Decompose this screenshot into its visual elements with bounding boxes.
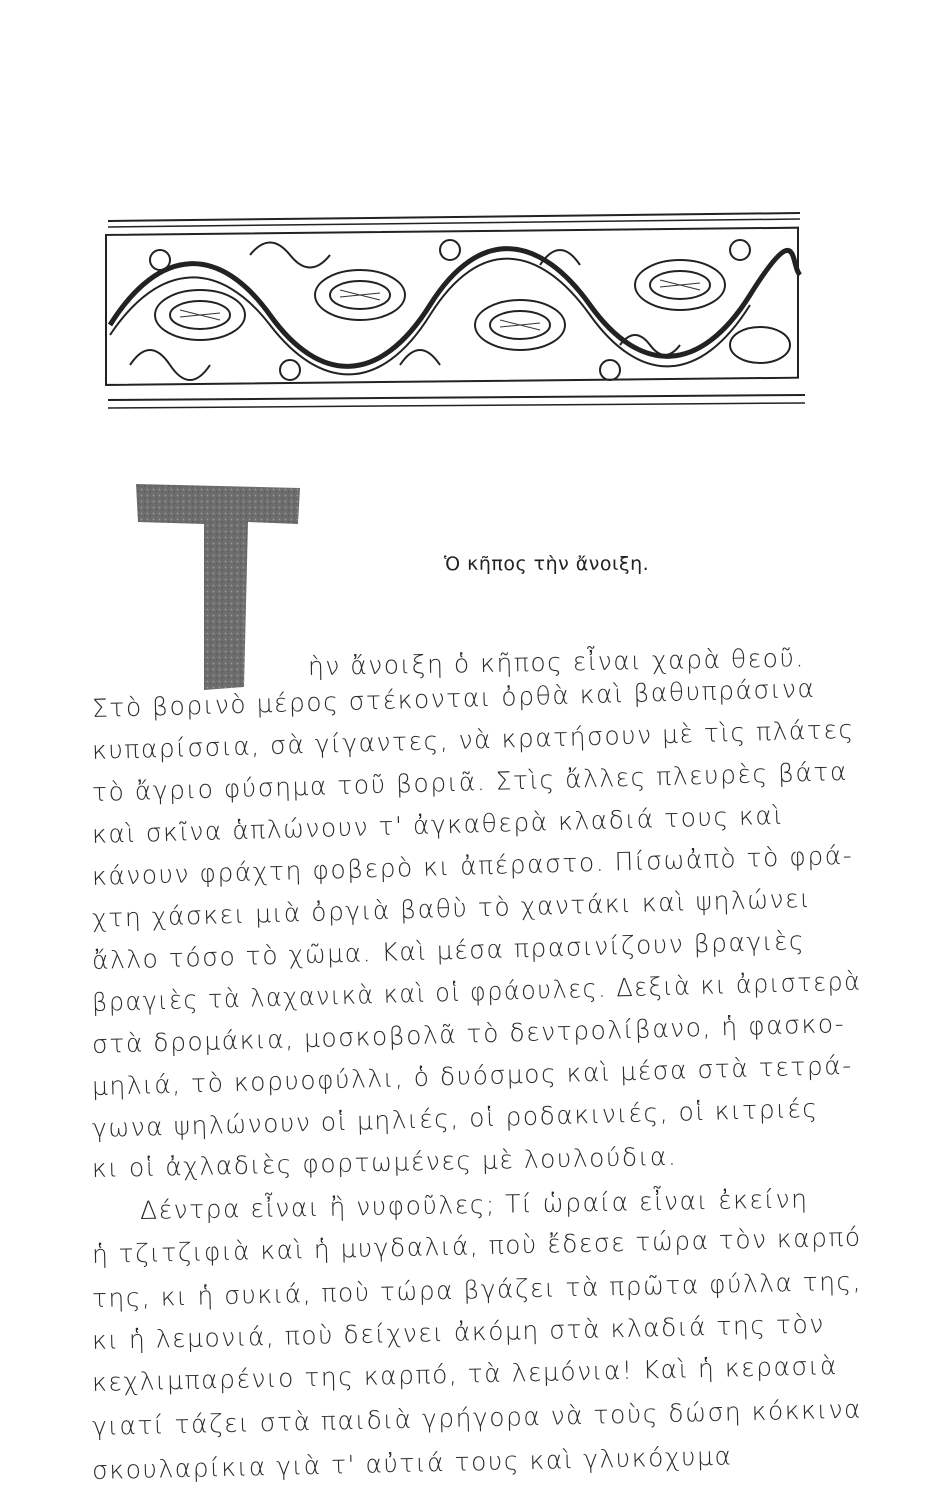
text-line: ἄλλο τόσο τὸ χῶμα. Καὶ μέσα πρασινίζουν βραγιὲς bbox=[91, 926, 806, 975]
text-line: ἡ τζιτζιφιὰ καὶ ἡ μυγδαλιά, ποὺ ἔδεσε τώρα τὸν καρπό bbox=[91, 1222, 862, 1269]
text-line: κάνουν φράχτη φοβερὸ κι ἀπέραστο. Πίσωἀπὸ τὸ φρά- bbox=[91, 840, 854, 891]
text-line: Στὸ βορινὸ μέρος στέκονται ὀρθὰ καὶ βαθυπράσινα bbox=[91, 673, 816, 723]
text-line: της, κι ἡ συκιά, ποὺ τώρα βγάζει τὰ πρῶτα φύλλα της, bbox=[91, 1266, 863, 1313]
text-line: καὶ σκῖνα ἁπλώνουν τ' ἀγκαθερὰ κλαδιά τους καὶ bbox=[91, 800, 784, 849]
text-line: κυπαρίσσια, σὰ γίγαντες, νὰ κρατήσουν μὲ τὶς πλάτες bbox=[91, 714, 855, 765]
section-heading: Ὁ κῆπος τὴν ἄνοιξη. bbox=[444, 553, 650, 575]
text-line: στὰ δρομάκια, μοσκοβολᾶ τὸ δεντρολίβανο, ἡ φασκο- bbox=[91, 1008, 846, 1059]
text-line: ὴν ἄνοιξη ὁ κῆπος εἶναι χαρὰ θεοῦ. bbox=[307, 643, 806, 681]
text-line: κι ἡ λεμονιά, ποὺ δείχνει ἀκόμη στὰ κλαδιά της τὸν bbox=[91, 1309, 826, 1355]
text-line: σκουλαρίκια γιὰ τ' αὐτιά τους καὶ γλυκόχυμα bbox=[91, 1441, 733, 1485]
text-line: γωνα ψηλώνουν οἱ μηλιές, οἱ ροδακινιές, οἱ κιτριές bbox=[91, 1093, 819, 1143]
text-line: Δέντρα εἶναι ἢ νυφοῦλες; Τί ὡραία εἶναι ἐκείνη bbox=[139, 1184, 809, 1225]
text-line: μηλιά, τὸ κορυοφύλλι, ὁ δυόσμος καὶ μέσα στὰ τετρά- bbox=[91, 1050, 854, 1101]
text-line: κι οἱ ἀχλαδιὲς φορτωμένες μὲ λουλούδια. bbox=[91, 1141, 678, 1183]
text-line: τὸ ἄγριο φύσημα τοῦ βοριᾶ. Στὶς ἄλλες πλευρὲς βάτα bbox=[91, 756, 849, 807]
text-line: χτη χάσκει μιὰ ὀργιὰ βαθὺ τὸ χαντάκι καὶ ψηλώνει bbox=[91, 883, 812, 933]
text-line: κεχλιμπαρένιο της καρπό, τὰ λεμόνια! Καὶ ἡ κερασιὰ bbox=[91, 1351, 839, 1397]
text-line: βραγιὲς τὰ λαχανικὰ καὶ οἱ φράουλες. Δεξιὰ κι ἀριστερὰ bbox=[91, 966, 862, 1017]
text-line: γιατί τάζει στὰ παιδιὰ γρήγορα νὰ τοὺς δώση κόκκινα bbox=[91, 1394, 863, 1441]
